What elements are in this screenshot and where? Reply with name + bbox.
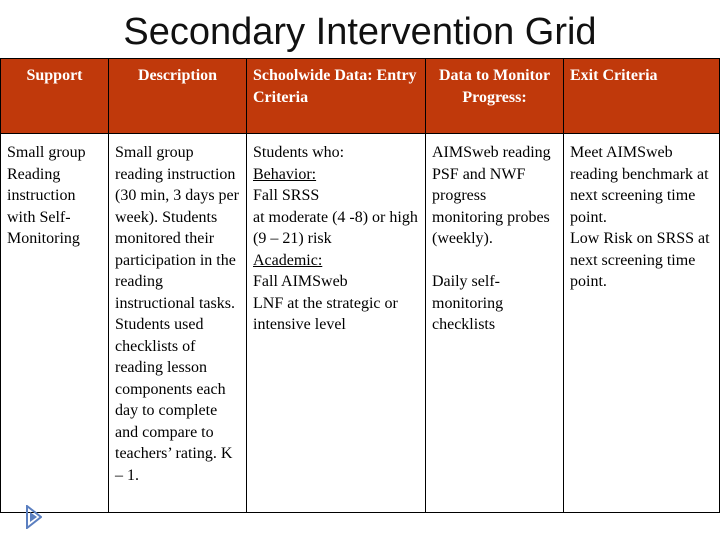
academic-label: Academic: bbox=[253, 251, 323, 269]
cell-description: Small group reading instruction (30 min, 3 days per week). Students monitored their participation in the reading instructional tasks. Students used checklists of reading lesson components each day to complete and compare to teachers’ rating. K – 1. bbox=[109, 134, 247, 513]
header-support: Support bbox=[1, 59, 109, 134]
exit-text-1: Meet AIMSweb reading benchmark at next screening time point. bbox=[570, 144, 709, 226]
intervention-grid-table bbox=[0, 58, 720, 513]
monitor-text-1: AIMSweb reading PSF and NWF progress monitoring probes (weekly). bbox=[432, 144, 551, 247]
academic-line-1: Fall AIMSweb bbox=[253, 273, 348, 290]
cell-exit-criteria bbox=[564, 134, 720, 513]
header-row bbox=[1, 59, 720, 134]
header-description: Description bbox=[109, 59, 247, 134]
header-monitor-progress: Data to Monitor Progress: bbox=[426, 59, 564, 134]
behavior-line-2: at moderate (4 -8) or high (9 – 21) risk bbox=[253, 208, 418, 247]
table-row bbox=[1, 134, 720, 513]
slide-title: Secondary Intervention Grid bbox=[123, 11, 597, 53]
cell-monitor-progress bbox=[426, 134, 564, 513]
academic-line-2: LNF at the strategic or intensive level bbox=[253, 294, 398, 333]
behavior-line-1: Fall SRSS bbox=[253, 187, 320, 204]
next-slide-arrow-icon[interactable] bbox=[26, 505, 42, 529]
cell-entry-criteria bbox=[247, 134, 426, 513]
behavior-label: Behavior: bbox=[253, 165, 317, 183]
entry-intro: Students who: bbox=[253, 144, 345, 161]
header-exit-criteria: Exit Criteria bbox=[564, 59, 720, 134]
header-entry-criteria: Schoolwide Data: Entry Criteria bbox=[247, 59, 426, 134]
exit-text-2: Low Risk on SRSS at next screening time point. bbox=[570, 230, 710, 290]
monitor-spacer bbox=[432, 250, 557, 272]
cell-support: Small group Reading instruction with Self-Monitoring bbox=[1, 134, 109, 513]
monitor-text-2: Daily self-monitoring checklists bbox=[432, 273, 504, 333]
